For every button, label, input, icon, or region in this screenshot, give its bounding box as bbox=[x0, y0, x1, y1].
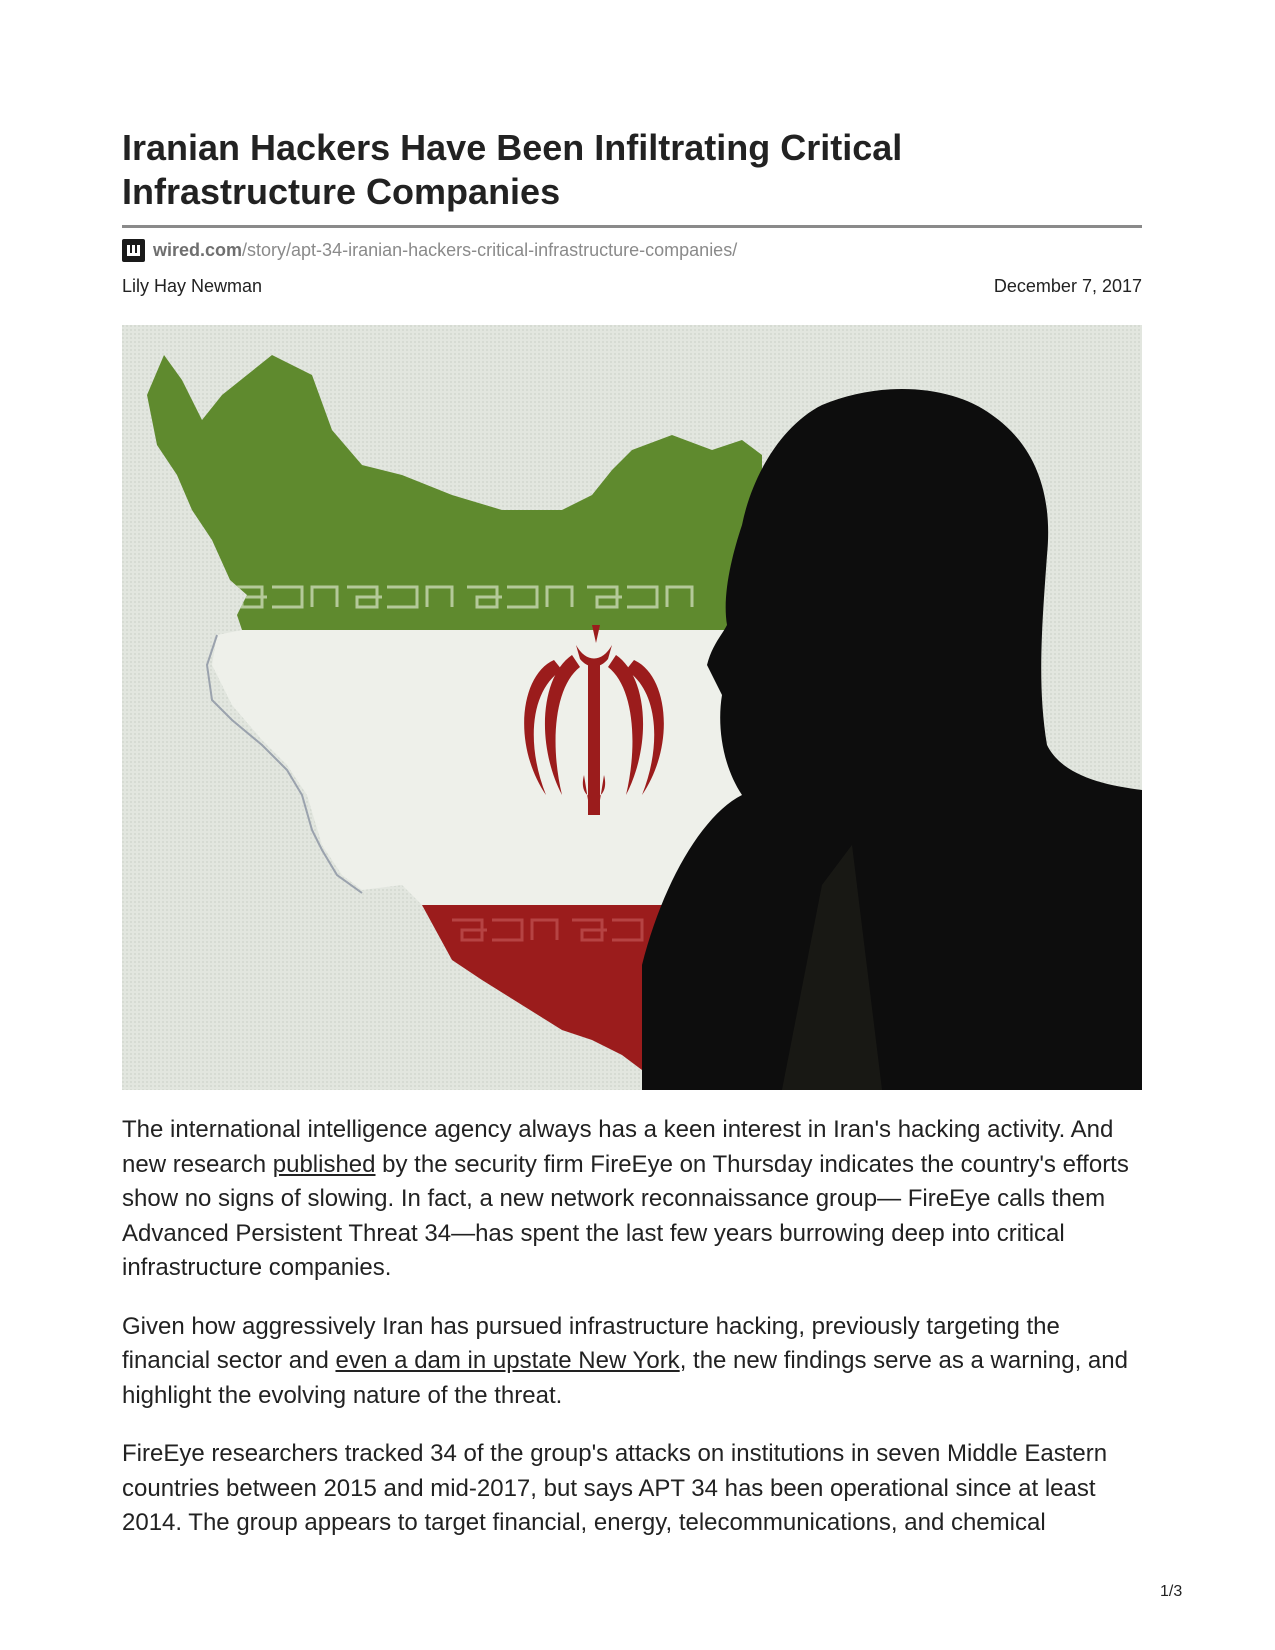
source-domain: wired.com bbox=[153, 239, 243, 260]
paragraph-1 bbox=[122, 1113, 1142, 1286]
hero-image bbox=[122, 325, 1142, 1090]
hero-illustration bbox=[122, 325, 1142, 1090]
paragraph-2 bbox=[122, 1310, 1142, 1414]
author: Lily Hay Newman bbox=[122, 276, 263, 296]
title-divider bbox=[122, 225, 1142, 228]
wired-logo-icon bbox=[122, 239, 145, 262]
article-body bbox=[122, 1113, 1142, 1565]
paragraph-1-text-a: The international intelligence agency always has a keen interest in Iran's hacking activity. And new research bbox=[122, 1116, 1114, 1178]
paragraph-2-text-b: , the new findings serve as a warning, and highlight the evolving nature of the threat. bbox=[122, 1347, 1128, 1409]
dam-upstate-new-york-link[interactable]: even a dam in upstate New York bbox=[335, 1347, 680, 1374]
article-meta bbox=[122, 276, 1142, 297]
paragraph-3-text: FireEye researchers tracked 34 of the group's attacks on institutions in seven Middle Eastern countries between 2015 and mid-2017, but says APT 34 has been operational since at least 2014. The group appears to target financial, energy, telecommunications, and chemical bbox=[122, 1440, 1108, 1536]
article-title: Iranian Hackers Have Been Infiltrating Critical Infrastructure Companies bbox=[122, 127, 903, 212]
source-path: /story/apt-34-iranian-hackers-critical-infrastructure-companies/ bbox=[242, 239, 738, 260]
paragraph-3 bbox=[122, 1437, 1142, 1541]
page-number: 1/3 bbox=[1160, 1583, 1183, 1600]
source-link[interactable] bbox=[122, 237, 737, 263]
published-link[interactable]: published bbox=[272, 1150, 376, 1178]
publish-date: December 7, 2017 bbox=[993, 276, 1142, 296]
paragraph-1-text-b: by the security firm FireEye on Thursday indicates the country's efforts show no signs of slowing. In fact, a new network reconnaissance group— FireEye calls them Advanced Persistent Threat 34—has spent the last few years burrowing deep into critical infrastructure companies. bbox=[122, 1150, 1129, 1281]
paragraph-2-text-a: Given how aggressively Iran has pursued infrastructure hacking, previously targeting the financial sector and bbox=[122, 1312, 1060, 1374]
